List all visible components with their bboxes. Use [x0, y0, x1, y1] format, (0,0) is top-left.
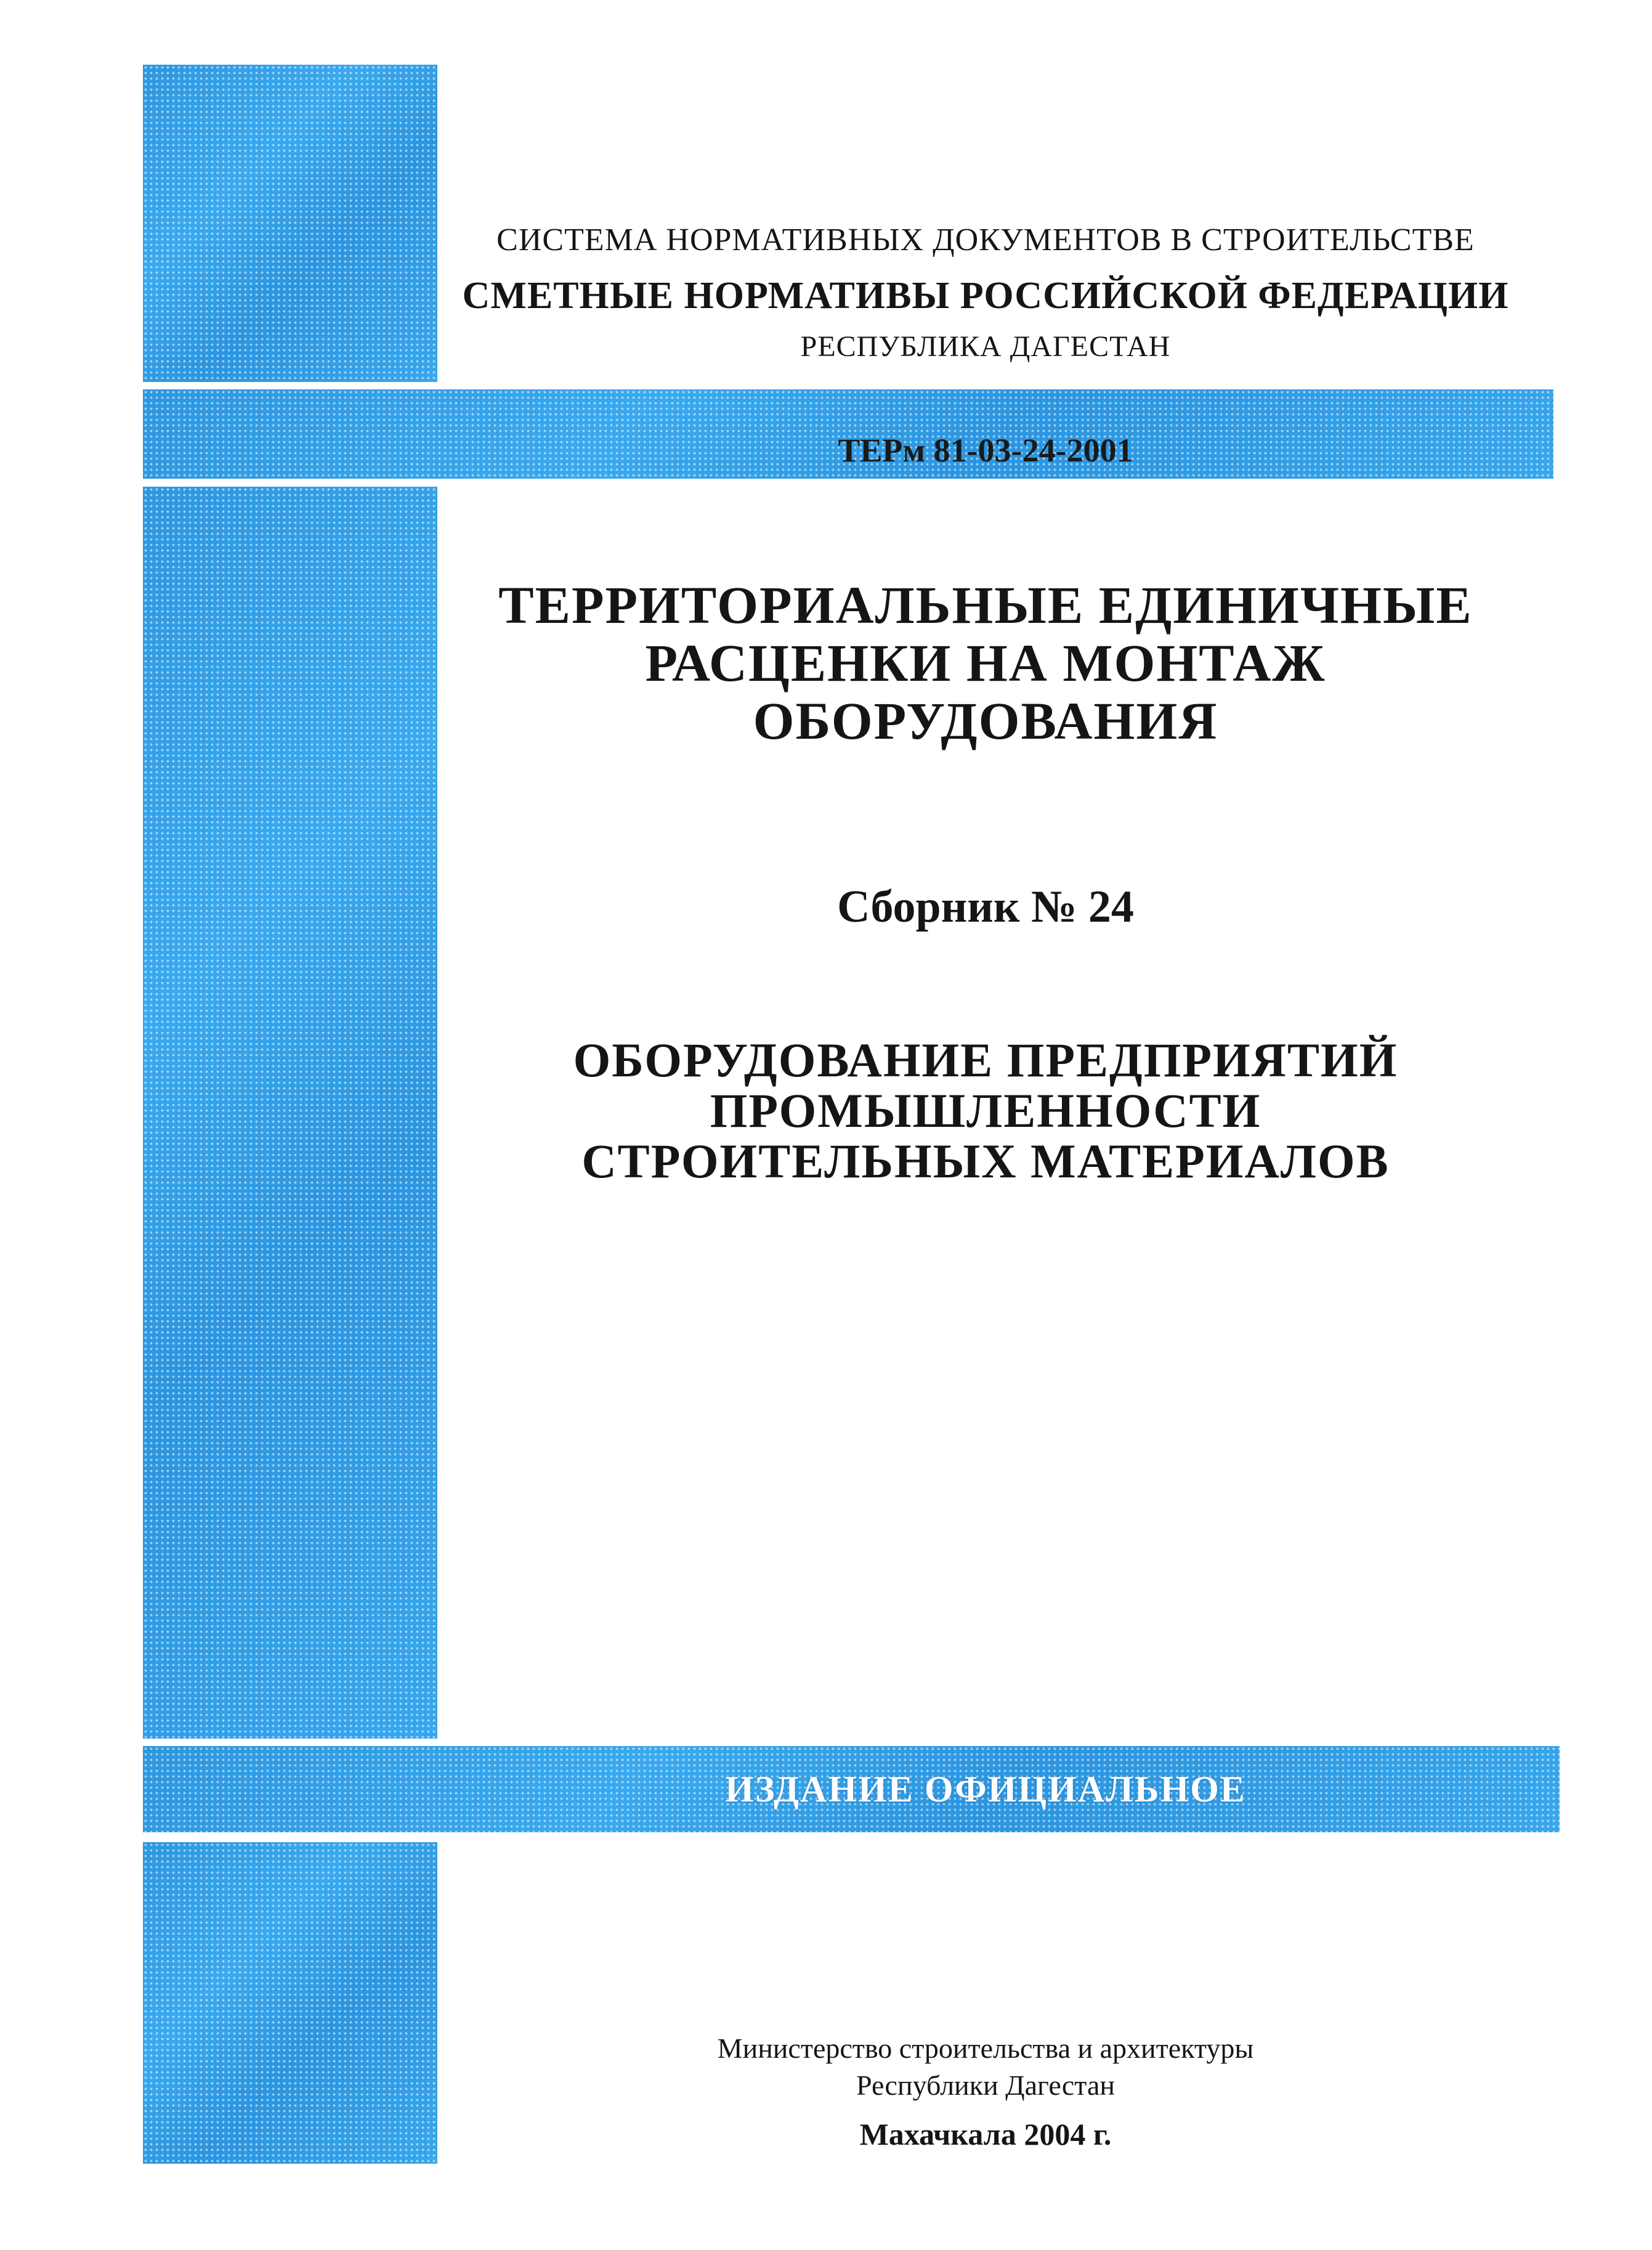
cover-blue-block-bottom	[143, 1842, 437, 2164]
collection-number: Сборник № 24	[837, 882, 1134, 932]
cover-blue-block-top	[143, 65, 437, 382]
publisher	[437, 2030, 1534, 2104]
subject-title-line: ОБОРУДОВАНИЕ ПРЕДПРИЯТИЙ	[573, 1033, 1398, 1087]
main-title-line: ОБОРУДОВАНИЯ	[753, 691, 1218, 750]
subject-title-line: СТРОИТЕЛЬНЫХ МАТЕРИАЛОВ	[581, 1134, 1390, 1188]
main-title-line: ТЕРРИТОРИАЛЬНЫЕ ЕДИНИЧНЫЕ	[498, 575, 1473, 635]
official-edition-label: ИЗДАНИЕ ОФИЦИАЛЬНОЕ	[725, 1769, 1246, 1809]
subject-title-line: ПРОМЫШЛЕННОСТИ	[710, 1084, 1261, 1137]
system-heading: СИСТЕМА НОРМАТИВНЫХ ДОКУМЕНТОВ В СТРОИТЕЛЬСТВЕ	[496, 222, 1475, 258]
region-heading: РЕСПУБЛИКА ДАГЕСТАН	[800, 330, 1171, 363]
cover-blue-block-middle	[143, 487, 437, 1739]
city-year: Махачкала 2004 г.	[859, 2117, 1112, 2151]
document-code: ТЕРм 81-03-24-2001	[838, 432, 1133, 469]
main-title-line: РАСЦЕНКИ НА МОНТАЖ	[645, 633, 1326, 692]
norms-heading: СМЕТНЫЕ НОРМАТИВЫ РОССИЙСКОЙ ФЕДЕРАЦИИ	[462, 275, 1509, 317]
publisher-line: Республики Дагестан	[856, 2069, 1115, 2101]
subject-title	[437, 1035, 1534, 1187]
publisher-line: Министерство строительства и архитектуры	[717, 2033, 1254, 2064]
main-title	[437, 576, 1534, 750]
